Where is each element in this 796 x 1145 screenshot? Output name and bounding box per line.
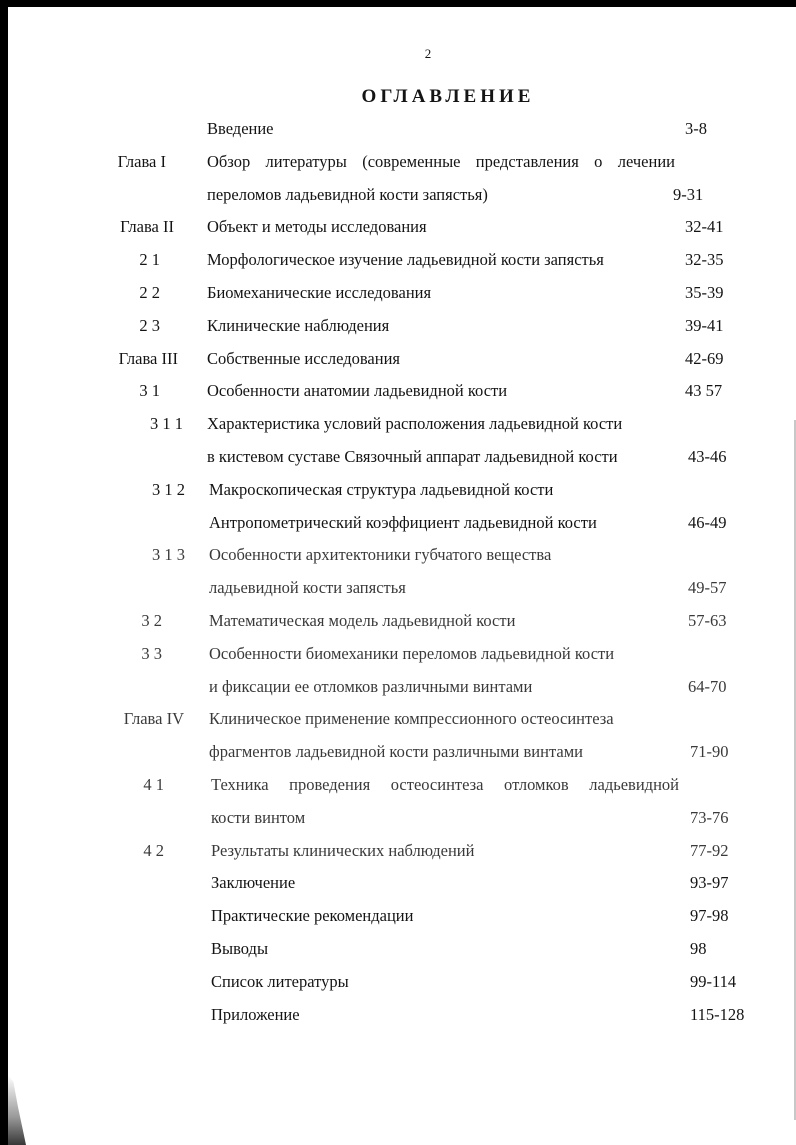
toc-pages: 9-31 [673, 184, 704, 204]
toc-text: Особенности архитектоники губчатого вещества [209, 545, 552, 565]
toc-text: Приложение [211, 1004, 300, 1024]
toc-entry-4-1 [0, 769, 796, 802]
toc-text: ладьевидной кости запястья [209, 578, 406, 598]
toc-pages: 115-128 [690, 1004, 745, 1024]
toc-text: переломов ладьевидной кости запястья) [207, 184, 488, 204]
toc-label: Глава IV [123, 709, 184, 729]
toc-text: Особенности биомеханики переломов ладьевидной кости [209, 643, 615, 663]
toc-pages: 43 57 [685, 381, 723, 401]
toc-label: Глава I [117, 151, 166, 171]
toc-label: 3 3 [141, 643, 162, 663]
toc-text: Результаты клинических наблюдений [211, 840, 475, 860]
toc-entry-2-2 [0, 277, 796, 310]
toc-text: Клиническое применение компрессионного остеосинтеза [209, 709, 614, 729]
toc-text: Практические рекомендации [211, 906, 414, 926]
toc-label: 3 1 1 [150, 414, 183, 434]
toc-pages: 3-8 [685, 119, 707, 138]
toc-entry-appendix [0, 999, 796, 1032]
toc-entry-3-1-3-cont [0, 572, 796, 605]
toc-entry-3-1-2 [0, 474, 796, 507]
toc-pages: 35-39 [685, 282, 724, 302]
toc-pages: 43-46 [688, 446, 727, 466]
toc-pages: 32-35 [685, 250, 724, 270]
toc-label: 3 1 3 [152, 545, 185, 565]
toc-text: Антропометрический коэффициент ладьевидной кости [209, 512, 597, 532]
toc-entry-3-1 [0, 375, 796, 408]
toc-entry-chapter-1-cont [0, 179, 796, 212]
toc-pages: 99-114 [690, 971, 737, 991]
toc-text: Техника проведения остеосинтеза отломков ладьевидной [211, 774, 679, 794]
toc-pages: 73-76 [690, 807, 729, 827]
toc-entry-3-1-1 [0, 408, 796, 441]
toc-entry-findings [0, 933, 796, 966]
toc-text: Список литературы [211, 971, 349, 991]
toc-entry-chapter-4-cont [0, 736, 796, 769]
toc-entry-chapter-3 [0, 343, 796, 376]
toc-entry-3-1-2-cont [0, 507, 796, 540]
toc-entry-3-2 [0, 605, 796, 638]
toc-label: 3 2 [141, 610, 162, 630]
toc-text: и фиксации ее отломков различными винтами [209, 676, 533, 696]
toc-label: 3 1 [139, 381, 160, 401]
toc-entry-chapter-1 [0, 146, 796, 179]
toc-entry-chapter-4 [0, 703, 796, 736]
toc-text: Характеристика условий расположения ладьевидной кости [207, 414, 623, 434]
toc-text: кости винтом [211, 807, 306, 827]
toc-label: 2 1 [139, 250, 160, 270]
toc-pages: 39-41 [685, 315, 724, 335]
toc-entry-3-3 [0, 638, 796, 671]
page-title: ОГЛАВЛЕНИЕ [361, 86, 535, 107]
toc-pages: 57-63 [688, 610, 727, 630]
toc-entry-3-1-3 [0, 539, 796, 572]
toc-text: Выводы [211, 938, 269, 958]
toc-text: фрагментов ладьевидной кости различными винтами [209, 742, 583, 762]
toc-entry-2-3 [0, 310, 796, 343]
toc-text: Введение [207, 119, 274, 138]
toc-pages: 46-49 [688, 512, 727, 532]
toc-entry-3-1-1-cont [0, 441, 796, 474]
toc-entry-references [0, 966, 796, 999]
scan-border-top [0, 0, 796, 7]
toc-pages: 93-97 [690, 873, 729, 893]
toc-label: Глава II [120, 217, 174, 237]
toc-text: Объект и методы исследования [207, 217, 427, 237]
toc-pages: 71-90 [690, 742, 729, 762]
toc-pages: 64-70 [688, 676, 727, 696]
toc-text: Морфологическое изучение ладьевидной кости запястья [207, 250, 604, 270]
toc-entry-4-2 [0, 835, 796, 868]
toc-label: 2 2 [139, 282, 160, 302]
toc-label: 4 2 [143, 840, 164, 860]
toc-text: Клинические наблюдения [207, 315, 390, 335]
toc-text: Макроскопическая структура ладьевидной кости [209, 479, 554, 499]
toc-label: Глава III [118, 348, 178, 368]
toc-text: Математическая модель ладьевидной кости [209, 610, 516, 630]
toc-pages: 97-98 [690, 906, 729, 926]
toc-entry-chapter-2 [0, 211, 796, 244]
toc-text: Заключение [211, 873, 296, 893]
toc-pages: 32-41 [685, 217, 724, 237]
toc-entry-3-3-cont [0, 671, 796, 704]
table-of-contents [0, 113, 796, 1031]
toc-pages: 42-69 [685, 348, 724, 368]
toc-entry-intro [0, 113, 796, 146]
toc-entry-2-1 [0, 244, 796, 277]
toc-label: 3 1 2 [152, 479, 185, 499]
toc-pages: 49-57 [688, 578, 727, 598]
toc-pages: 77-92 [690, 840, 729, 860]
toc-text: Собственные исследования [207, 348, 401, 368]
toc-text: Особенности анатомии ладьевидной кости [207, 381, 508, 401]
page-number: 2 [424, 46, 432, 61]
toc-label: 4 1 [143, 774, 164, 794]
toc-pages: 98 [690, 938, 707, 958]
toc-text: Биомеханические исследования [207, 282, 432, 302]
toc-text: Обзор литературы (современные представления о лечении [207, 151, 675, 171]
toc-entry-recommendations [0, 900, 796, 933]
toc-entry-4-1-cont [0, 802, 796, 835]
toc-entry-conclusion [0, 867, 796, 900]
toc-text: в кистевом суставе Связочный аппарат ладьевидной кости [207, 446, 618, 466]
scan-artifact [8, 1075, 26, 1145]
toc-label: 2 3 [139, 315, 160, 335]
